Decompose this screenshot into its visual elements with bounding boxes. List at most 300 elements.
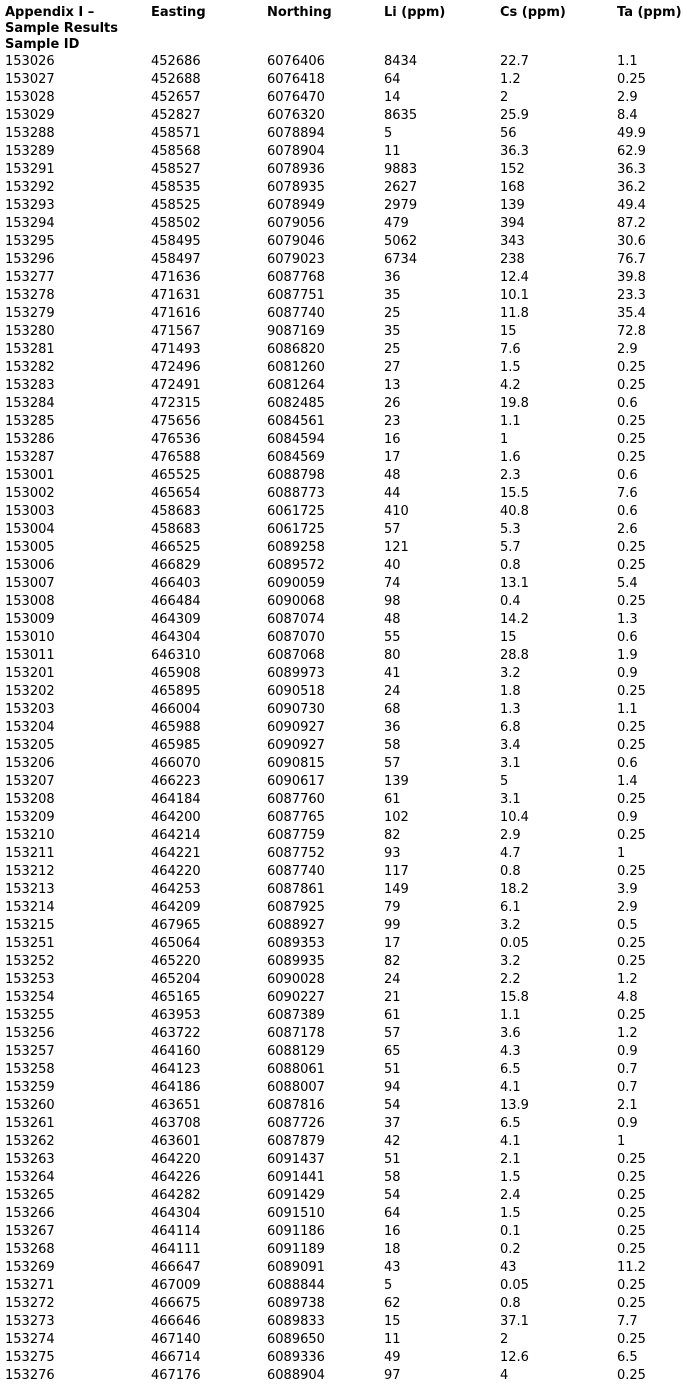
cell-cs: 28.8 [500, 648, 529, 663]
cell-northing: 9087169 [267, 324, 325, 339]
cell-northing: 6081260 [267, 360, 325, 375]
table-row [5, 1061, 690, 1079]
cell-li: 8635 [384, 108, 418, 123]
cell-easting: 464226 [151, 1170, 201, 1185]
cell-easting: 452657 [151, 90, 201, 105]
cell-sample-id: 153209 [5, 810, 55, 825]
cell-ta: 0.5 [617, 918, 638, 933]
cell-li: 139 [384, 774, 409, 789]
cell-cs: 1.6 [500, 450, 521, 465]
cell-northing: 6091429 [267, 1188, 325, 1203]
cell-li: 44 [384, 486, 401, 501]
cell-cs: 12.6 [500, 1350, 529, 1365]
cell-li: 25 [384, 306, 401, 321]
cell-ta: 0.25 [617, 864, 646, 879]
cell-easting: 466525 [151, 540, 201, 555]
table-row [5, 1169, 690, 1187]
header-sample-id: Appendix I – Sample Results Sample ID [5, 5, 119, 52]
table-row [5, 1007, 690, 1025]
cell-sample-id: 153253 [5, 972, 55, 987]
cell-sample-id: 153282 [5, 360, 55, 375]
cell-ta: 35.4 [617, 306, 646, 321]
table-row [5, 143, 690, 161]
cell-northing: 6087861 [267, 882, 325, 897]
cell-northing: 6086820 [267, 342, 325, 357]
cell-li: 93 [384, 846, 401, 861]
table-row [5, 413, 690, 431]
cell-easting: 465988 [151, 720, 201, 735]
cell-northing: 6090927 [267, 738, 325, 753]
cell-li: 48 [384, 612, 401, 627]
cell-li: 9883 [384, 162, 418, 177]
cell-cs: 2.2 [500, 972, 521, 987]
cell-cs: 25.9 [500, 108, 529, 123]
cell-cs: 11.8 [500, 306, 529, 321]
cell-northing: 6087070 [267, 630, 325, 645]
cell-ta: 0.25 [617, 540, 646, 555]
cell-li: 68 [384, 702, 401, 717]
cell-easting: 472496 [151, 360, 201, 375]
table-row [5, 827, 690, 845]
cell-cs: 1.1 [500, 414, 521, 429]
cell-li: 64 [384, 72, 401, 87]
cell-sample-id: 153028 [5, 90, 55, 105]
cell-northing: 6089258 [267, 540, 325, 555]
cell-sample-id: 153204 [5, 720, 55, 735]
cell-cs: 1 [500, 432, 509, 447]
table-row [5, 1349, 690, 1367]
cell-easting: 465985 [151, 738, 201, 753]
cell-northing: 6076470 [267, 90, 325, 105]
cell-northing: 6090815 [267, 756, 325, 771]
cell-northing: 6091186 [267, 1224, 325, 1239]
cell-sample-id: 153274 [5, 1332, 55, 1347]
cell-ta: 0.25 [617, 828, 646, 843]
cell-northing: 6079046 [267, 234, 325, 249]
cell-easting: 476588 [151, 450, 201, 465]
cell-sample-id: 153202 [5, 684, 55, 699]
table-row [5, 71, 690, 89]
table-row [5, 107, 690, 125]
table-row [5, 647, 690, 665]
cell-li: 16 [384, 432, 401, 447]
cell-northing: 6076320 [267, 108, 325, 123]
cell-li: 97 [384, 1368, 401, 1383]
table-row [5, 953, 690, 971]
cell-cs: 7.6 [500, 342, 521, 357]
cell-northing: 6090227 [267, 990, 325, 1005]
cell-northing: 6090028 [267, 972, 325, 987]
cell-sample-id: 153206 [5, 756, 55, 771]
cell-northing: 6078936 [267, 162, 325, 177]
cell-easting: 476536 [151, 432, 201, 447]
cell-cs: 0.05 [500, 1278, 529, 1293]
cell-northing: 6089091 [267, 1260, 325, 1275]
cell-easting: 464304 [151, 1206, 201, 1221]
cell-sample-id: 153210 [5, 828, 55, 843]
cell-sample-id: 153272 [5, 1296, 55, 1311]
cell-easting: 464114 [151, 1224, 201, 1239]
cell-easting: 465204 [151, 972, 201, 987]
cell-northing: 6089650 [267, 1332, 325, 1347]
cell-li: 98 [384, 594, 401, 609]
cell-cs: 0.4 [500, 594, 521, 609]
cell-easting: 464111 [151, 1242, 201, 1257]
cell-sample-id: 153252 [5, 954, 55, 969]
cell-cs: 1.5 [500, 1170, 521, 1185]
cell-ta: 0.25 [617, 738, 646, 753]
cell-cs: 40.8 [500, 504, 529, 519]
cell-northing: 6087765 [267, 810, 325, 825]
cell-northing: 6088904 [267, 1368, 325, 1383]
table-row [5, 1331, 690, 1349]
cell-northing: 6078894 [267, 126, 325, 141]
table-row [5, 539, 690, 557]
cell-easting: 463601 [151, 1134, 201, 1149]
cell-li: 62 [384, 1296, 401, 1311]
cell-cs: 10.1 [500, 288, 529, 303]
cell-li: 41 [384, 666, 401, 681]
cell-northing: 6087740 [267, 306, 325, 321]
cell-li: 51 [384, 1062, 401, 1077]
cell-li: 16 [384, 1224, 401, 1239]
cell-ta: 2.1 [617, 1098, 638, 1113]
cell-cs: 4.3 [500, 1044, 521, 1059]
cell-sample-id: 153268 [5, 1242, 55, 1257]
cell-easting: 467009 [151, 1278, 201, 1293]
cell-northing: 6088773 [267, 486, 325, 501]
cell-easting: 458535 [151, 180, 201, 195]
cell-cs: 238 [500, 252, 525, 267]
table-row [5, 1025, 690, 1043]
cell-cs: 15 [500, 324, 517, 339]
cell-sample-id: 153289 [5, 144, 55, 159]
cell-northing: 6087925 [267, 900, 325, 915]
cell-ta: 0.6 [617, 504, 638, 519]
cell-li: 11 [384, 1332, 401, 1347]
cell-sample-id: 153286 [5, 432, 55, 447]
table-row [5, 1115, 690, 1133]
cell-ta: 0.25 [617, 1368, 646, 1383]
table-row [5, 521, 690, 539]
cell-sample-id: 153008 [5, 594, 55, 609]
cell-ta: 36.2 [617, 180, 646, 195]
cell-cs: 36.3 [500, 144, 529, 159]
cell-northing: 6087389 [267, 1008, 325, 1023]
cell-sample-id: 153262 [5, 1134, 55, 1149]
cell-ta: 1.3 [617, 612, 638, 627]
cell-li: 51 [384, 1152, 401, 1167]
table-row [5, 845, 690, 863]
table-row [5, 611, 690, 629]
table-row [5, 665, 690, 683]
cell-easting: 465165 [151, 990, 201, 1005]
cell-li: 2627 [384, 180, 418, 195]
table-row [5, 125, 690, 143]
cell-ta: 0.25 [617, 792, 646, 807]
cell-sample-id: 153010 [5, 630, 55, 645]
cell-easting: 471616 [151, 306, 201, 321]
table-row [5, 251, 690, 269]
header-easting: Easting [151, 5, 206, 20]
table-row [5, 1223, 690, 1241]
cell-easting: 466403 [151, 576, 201, 591]
table-body [5, 53, 690, 1385]
cell-cs: 5 [500, 774, 509, 789]
cell-northing: 6087074 [267, 612, 325, 627]
cell-sample-id: 153213 [5, 882, 55, 897]
cell-sample-id: 153293 [5, 198, 55, 213]
cell-easting: 466647 [151, 1260, 201, 1275]
table-row [5, 791, 690, 809]
cell-ta: 6.5 [617, 1350, 638, 1365]
cell-easting: 458683 [151, 522, 201, 537]
cell-li: 121 [384, 540, 409, 555]
cell-cs: 13.9 [500, 1098, 529, 1113]
cell-sample-id: 153006 [5, 558, 55, 573]
table-row [5, 629, 690, 647]
cell-easting: 466714 [151, 1350, 201, 1365]
cell-northing: 6089572 [267, 558, 325, 573]
cell-easting: 471567 [151, 324, 201, 339]
cell-sample-id: 153275 [5, 1350, 55, 1365]
cell-li: 149 [384, 882, 409, 897]
cell-sample-id: 153011 [5, 648, 55, 663]
cell-sample-id: 153201 [5, 666, 55, 681]
cell-ta: 49.4 [617, 198, 646, 213]
cell-cs: 18.2 [500, 882, 529, 897]
cell-cs: 14.2 [500, 612, 529, 627]
cell-ta: 0.9 [617, 1116, 638, 1131]
cell-li: 61 [384, 792, 401, 807]
cell-sample-id: 153271 [5, 1278, 55, 1293]
cell-li: 57 [384, 522, 401, 537]
cell-ta: 0.25 [617, 1170, 646, 1185]
cell-li: 54 [384, 1098, 401, 1113]
cell-li: 82 [384, 828, 401, 843]
table-row [5, 1097, 690, 1115]
cell-easting: 465220 [151, 954, 201, 969]
cell-easting: 464160 [151, 1044, 201, 1059]
cell-northing: 6087760 [267, 792, 325, 807]
cell-easting: 471631 [151, 288, 201, 303]
cell-cs: 152 [500, 162, 525, 177]
cell-northing: 6089353 [267, 936, 325, 951]
cell-cs: 6.1 [500, 900, 521, 915]
cell-cs: 1.5 [500, 1206, 521, 1221]
cell-sample-id: 153283 [5, 378, 55, 393]
cell-sample-id: 153287 [5, 450, 55, 465]
cell-li: 102 [384, 810, 409, 825]
table-row [5, 395, 690, 413]
cell-easting: 464200 [151, 810, 201, 825]
cell-li: 117 [384, 864, 409, 879]
cell-ta: 0.25 [617, 1224, 646, 1239]
cell-li: 54 [384, 1188, 401, 1203]
table-row [5, 881, 690, 899]
header-cs-ppm: Cs (ppm) [500, 5, 566, 20]
cell-ta: 3.9 [617, 882, 638, 897]
cell-northing: 6091510 [267, 1206, 325, 1221]
cell-cs: 4.2 [500, 378, 521, 393]
cell-northing: 6078935 [267, 180, 325, 195]
table-row [5, 755, 690, 773]
cell-ta: 0.25 [617, 72, 646, 87]
cell-ta: 36.3 [617, 162, 646, 177]
cell-easting: 464220 [151, 1152, 201, 1167]
cell-li: 24 [384, 972, 401, 987]
cell-cs: 3.2 [500, 666, 521, 681]
cell-li: 74 [384, 576, 401, 591]
table-row [5, 287, 690, 305]
cell-li: 5062 [384, 234, 418, 249]
cell-cs: 2.3 [500, 468, 521, 483]
cell-ta: 4.8 [617, 990, 638, 1005]
table-row [5, 737, 690, 755]
cell-easting: 475656 [151, 414, 201, 429]
cell-cs: 15 [500, 630, 517, 645]
cell-easting: 464214 [151, 828, 201, 843]
table-row [5, 89, 690, 107]
cell-cs: 3.6 [500, 1026, 521, 1041]
cell-easting: 463722 [151, 1026, 201, 1041]
cell-cs: 56 [500, 126, 517, 141]
cell-li: 6734 [384, 252, 418, 267]
cell-northing: 6089336 [267, 1350, 325, 1365]
table-row [5, 233, 690, 251]
cell-sample-id: 153257 [5, 1044, 55, 1059]
table-row [5, 719, 690, 737]
cell-northing: 6088129 [267, 1044, 325, 1059]
cell-cs: 43 [500, 1260, 517, 1275]
cell-li: 26 [384, 396, 401, 411]
table-row [5, 557, 690, 575]
cell-sample-id: 153251 [5, 936, 55, 951]
cell-northing: 6087879 [267, 1134, 325, 1149]
cell-northing: 6090927 [267, 720, 325, 735]
cell-northing: 6091441 [267, 1170, 325, 1185]
cell-northing: 6078904 [267, 144, 325, 159]
cell-cs: 4.1 [500, 1080, 521, 1095]
cell-easting: 466646 [151, 1314, 201, 1329]
table-row [5, 323, 690, 341]
cell-li: 94 [384, 1080, 401, 1095]
cell-li: 36 [384, 720, 401, 735]
cell-sample-id: 153266 [5, 1206, 55, 1221]
table-row [5, 1259, 690, 1277]
cell-easting: 463953 [151, 1008, 201, 1023]
table-row [5, 1295, 690, 1313]
cell-northing: 6091437 [267, 1152, 325, 1167]
cell-ta: 0.6 [617, 630, 638, 645]
cell-northing: 6090617 [267, 774, 325, 789]
table-row [5, 593, 690, 611]
cell-easting: 466070 [151, 756, 201, 771]
cell-sample-id: 153278 [5, 288, 55, 303]
cell-cs: 2 [500, 90, 509, 105]
cell-ta: 0.9 [617, 666, 638, 681]
cell-easting: 464221 [151, 846, 201, 861]
cell-easting: 464309 [151, 612, 201, 627]
header-row [5, 5, 690, 53]
cell-cs: 0.1 [500, 1224, 521, 1239]
cell-cs: 6.5 [500, 1062, 521, 1077]
cell-ta: 0.25 [617, 1332, 646, 1347]
cell-li: 57 [384, 1026, 401, 1041]
cell-northing: 6084561 [267, 414, 325, 429]
cell-li: 27 [384, 360, 401, 375]
table-row [5, 1313, 690, 1331]
cell-sample-id: 153007 [5, 576, 55, 591]
cell-ta: 1 [617, 846, 626, 861]
cell-cs: 5.3 [500, 522, 521, 537]
table-row [5, 485, 690, 503]
cell-ta: 87.2 [617, 216, 646, 231]
cell-ta: 62.9 [617, 144, 646, 159]
cell-easting: 458683 [151, 504, 201, 519]
cell-northing: 6084594 [267, 432, 325, 447]
cell-northing: 6084569 [267, 450, 325, 465]
cell-easting: 458571 [151, 126, 201, 141]
cell-easting: 646310 [151, 648, 201, 663]
cell-sample-id: 153005 [5, 540, 55, 555]
cell-cs: 0.2 [500, 1242, 521, 1257]
cell-ta: 30.6 [617, 234, 646, 249]
cell-northing: 6089935 [267, 954, 325, 969]
cell-ta: 1.1 [617, 702, 638, 717]
cell-sample-id: 153277 [5, 270, 55, 285]
table-row [5, 863, 690, 881]
cell-northing: 6076406 [267, 54, 325, 69]
cell-li: 410 [384, 504, 409, 519]
table-row [5, 1277, 690, 1295]
cell-northing: 6087178 [267, 1026, 325, 1041]
cell-cs: 1.2 [500, 72, 521, 87]
cell-northing: 6090518 [267, 684, 325, 699]
cell-cs: 139 [500, 198, 525, 213]
table-row [5, 269, 690, 287]
cell-ta: 1 [617, 1134, 626, 1149]
table-row [5, 359, 690, 377]
cell-easting: 466004 [151, 702, 201, 717]
cell-li: 49 [384, 1350, 401, 1365]
cell-cs: 0.8 [500, 1296, 521, 1311]
cell-li: 82 [384, 954, 401, 969]
table-row [5, 1043, 690, 1061]
cell-cs: 3.4 [500, 738, 521, 753]
cell-northing: 6087068 [267, 648, 325, 663]
cell-ta: 0.25 [617, 1278, 646, 1293]
cell-ta: 0.25 [617, 1296, 646, 1311]
cell-li: 35 [384, 324, 401, 339]
cell-northing: 6088061 [267, 1062, 325, 1077]
cell-easting: 464282 [151, 1188, 201, 1203]
cell-northing: 6087768 [267, 270, 325, 285]
cell-easting: 458502 [151, 216, 201, 231]
cell-easting: 458495 [151, 234, 201, 249]
cell-li: 42 [384, 1134, 401, 1149]
table-row [5, 683, 690, 701]
cell-sample-id: 153208 [5, 792, 55, 807]
table-row [5, 377, 690, 395]
cell-cs: 13.1 [500, 576, 529, 591]
cell-sample-id: 153294 [5, 216, 55, 231]
cell-sample-id: 153279 [5, 306, 55, 321]
cell-easting: 471636 [151, 270, 201, 285]
cell-easting: 464186 [151, 1080, 201, 1095]
cell-ta: 0.25 [617, 558, 646, 573]
cell-easting: 464184 [151, 792, 201, 807]
